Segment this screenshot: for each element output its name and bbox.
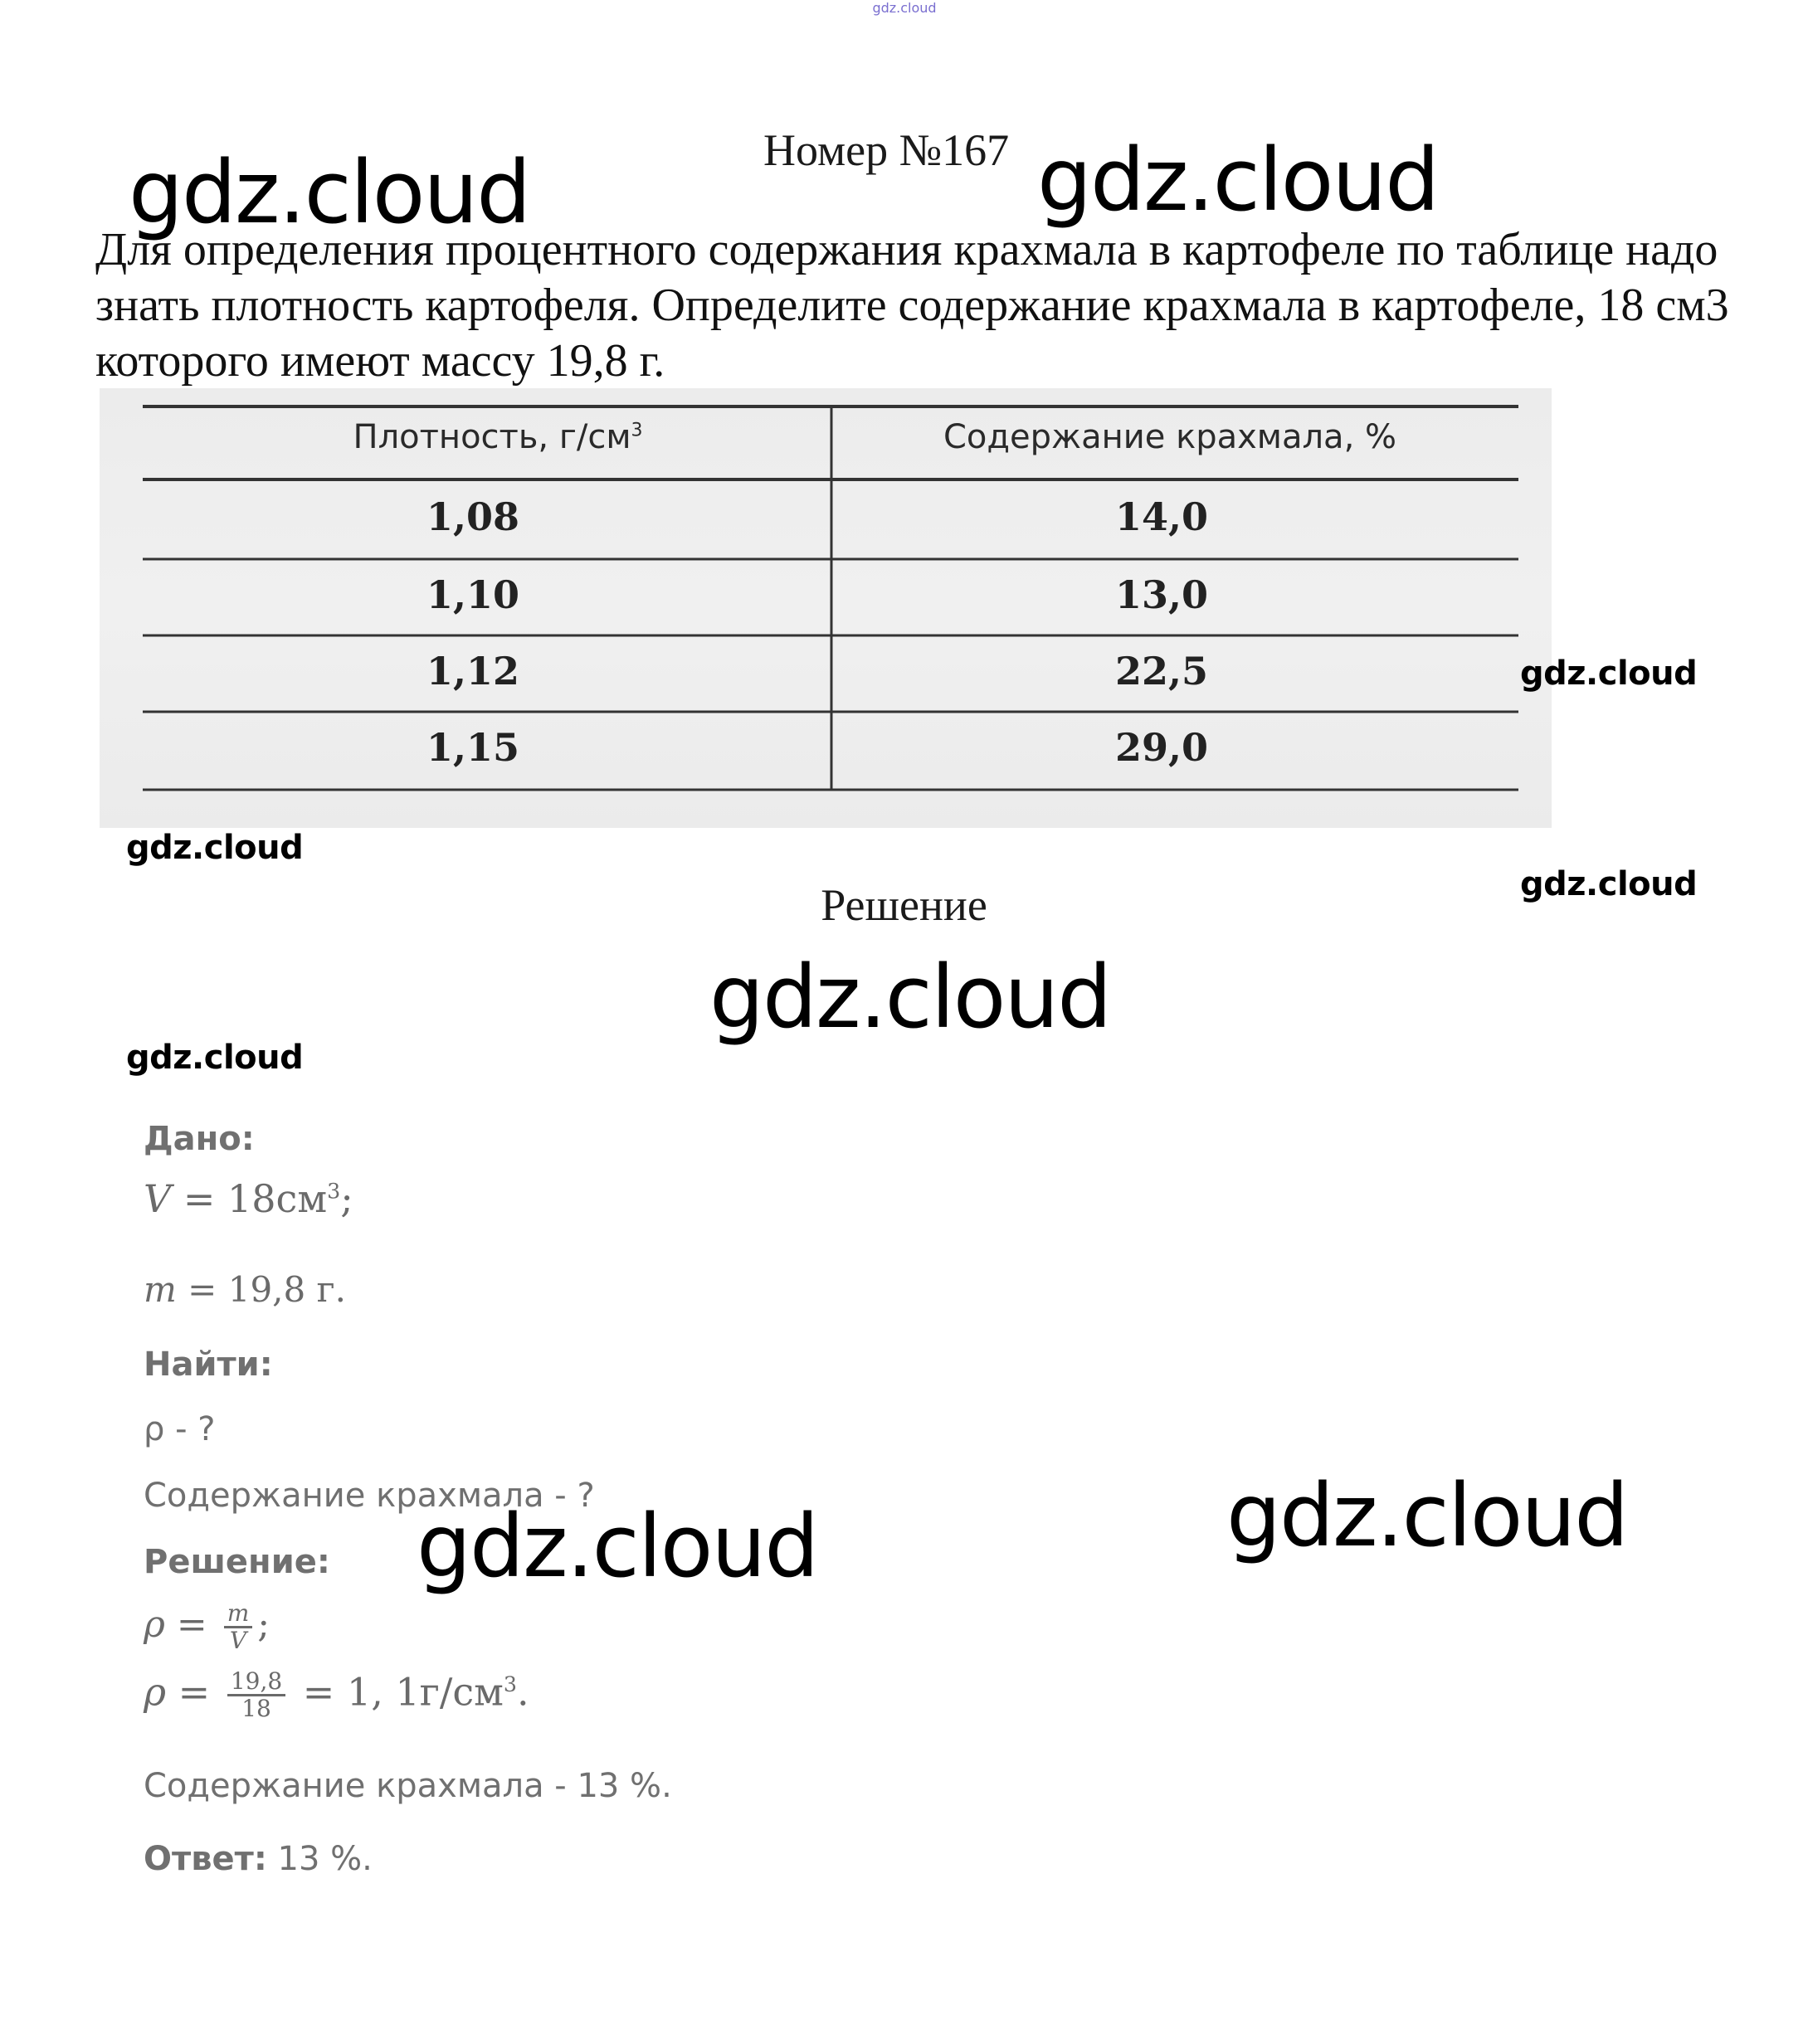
watermark: gdz.cloud	[126, 1039, 304, 1077]
table-cell-density: 1,08	[426, 494, 520, 539]
fraction-denominator: V	[229, 1627, 247, 1654]
table-cell-density: 1,12	[426, 649, 520, 694]
watermark: gdz.cloud	[709, 947, 1111, 1048]
find-starch: Содержание крахмала - ?	[144, 1477, 595, 1515]
table-cell-starch: 29,0	[1114, 725, 1209, 770]
density-formula	[144, 1601, 270, 1653]
table-header-density	[216, 418, 780, 456]
watermark: gdz.cloud	[1037, 129, 1439, 231]
given-volume	[144, 1176, 353, 1221]
numeric-fraction	[227, 1669, 285, 1721]
formula-equals: =	[164, 1604, 219, 1646]
volume-end: ;	[340, 1176, 353, 1221]
density-variable: ρ	[144, 1669, 167, 1715]
watermark: gdz.cloud	[417, 1496, 818, 1597]
formula-end: .	[517, 1669, 529, 1715]
fraction-numerator: m	[224, 1601, 253, 1628]
density-exponent: 3	[503, 1672, 518, 1697]
table-cell-density: 1,10	[426, 572, 520, 617]
table-header-density-text: Плотность, г/см	[353, 418, 631, 456]
solution-label: Решение:	[144, 1543, 330, 1581]
density-table	[100, 388, 1552, 828]
watermark: gdz.cloud	[1520, 655, 1698, 693]
table-cell-starch: 22,5	[1114, 649, 1209, 694]
watermark: gdz.cloud	[1520, 865, 1698, 903]
fraction-numerator: 19,8	[227, 1669, 285, 1696]
formula-end: ;	[257, 1604, 270, 1646]
mass-over-volume-fraction	[224, 1601, 253, 1653]
density-calculation	[144, 1669, 529, 1721]
answer-label: Ответ:	[144, 1840, 267, 1878]
starch-result: Содержание крахмала - 13 %.	[144, 1767, 672, 1805]
table-cell-starch: 13,0	[1114, 572, 1209, 617]
fraction-denominator: 18	[241, 1695, 271, 1722]
watermark: gdz.cloud	[1226, 1465, 1628, 1566]
page-title: Номер №167	[763, 125, 1010, 175]
watermark: gdz.cloud	[129, 142, 530, 243]
top-site-link[interactable]: gdz.cloud	[872, 0, 937, 16]
watermark: gdz.cloud	[126, 829, 304, 867]
problem-statement: Для определения процентного содержания крахмала в картофеле по таблице надо знать плотность картофеля. Определите содержание крахмала в картофеле, 18 см3 которого имеют массу 19,8 г.	[95, 224, 1729, 387]
find-label: Найти:	[144, 1346, 273, 1384]
volume-exponent: 3	[327, 1179, 341, 1204]
table-header-starch: Содержание крахмала, %	[943, 418, 1396, 456]
given-mass	[144, 1269, 346, 1310]
given-label: Дано:	[144, 1120, 255, 1158]
mass-value: = 19,8 г.	[176, 1269, 346, 1310]
find-density: ρ - ?	[144, 1410, 216, 1448]
density-result: = 1, 1г/см	[290, 1669, 504, 1715]
answer-value: 13 %.	[266, 1840, 373, 1878]
answer-line	[144, 1840, 373, 1878]
volume-value: = 18см	[171, 1176, 328, 1221]
density-variable: ρ	[144, 1604, 165, 1646]
mass-variable: m	[144, 1269, 177, 1310]
table-cell-density: 1,15	[426, 725, 520, 770]
solution-heading: Решение	[821, 880, 987, 930]
table-cell-starch: 14,0	[1114, 494, 1209, 539]
volume-variable: V	[144, 1176, 172, 1221]
table-header-density-exponent: 3	[631, 420, 643, 441]
formula-equals: =	[166, 1669, 222, 1715]
